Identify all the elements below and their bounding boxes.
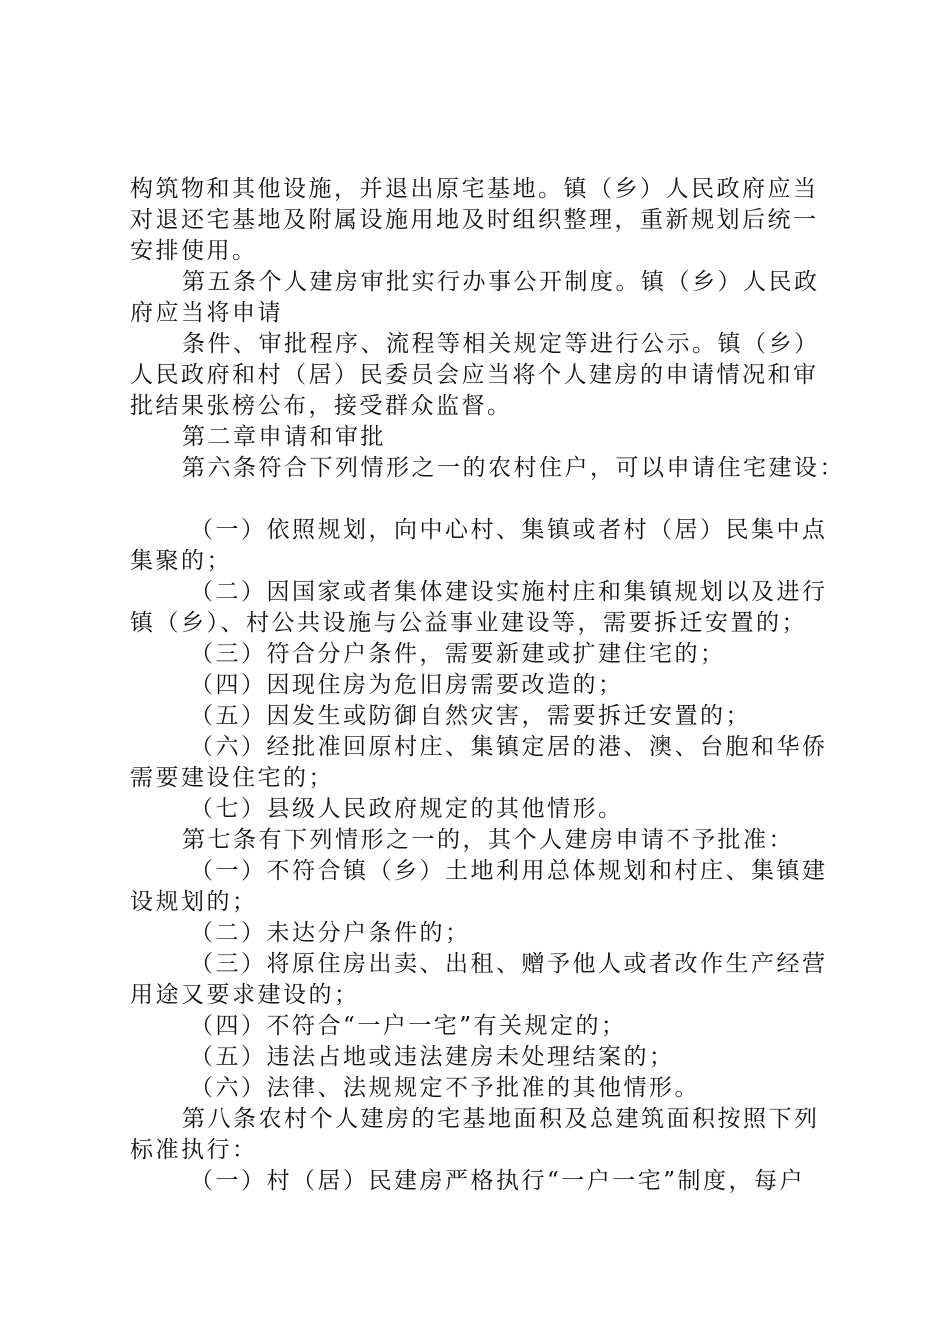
text-line: （三）符合分户条件，需要新建或扩建住宅的； <box>190 641 726 667</box>
text-line: 需要建设住宅的； <box>130 765 334 791</box>
text-line: 对退还宅基地及附属设施用地及时组织整理，重新规划后统一 <box>130 207 819 233</box>
text-line: 批结果张榜公布，接受群众监督。 <box>130 393 513 419</box>
text-line: 设规划的； <box>130 889 258 915</box>
text-line: 集聚的； <box>130 548 232 574</box>
text-line: 府应当将申请 <box>130 300 283 326</box>
text-line: （六）经批准回原村庄、集镇定居的港、澳、台胞和华侨 <box>190 734 828 760</box>
blank-line <box>130 484 830 515</box>
text-line: （六）法律、法规规定不予批准的其他情形。 <box>190 1075 700 1101</box>
text-line: 第六条符合下列情形之一的农村住户，可以申请住宅建设： <box>182 455 845 481</box>
text-line: （五）违法占地或违法建房未处理结案的； <box>190 1044 675 1070</box>
text-line: （二）未达分户条件的； <box>190 920 471 946</box>
text-line: 镇（乡）、村公共设施与公益事业建设等，需要拆迁安置的； <box>130 610 807 636</box>
text-line: 用途又要求建设的； <box>130 982 360 1008</box>
text-line: （四）因现住房为危旧房需要改造的； <box>190 672 624 698</box>
text-line: 第七条有下列情形之一的，其个人建房申请不予批准： <box>182 827 794 853</box>
text-line: 人民政府和村（居）民委员会应当将个人建房的申请情况和审 <box>130 362 819 388</box>
text-line: （一）村（居）民建房严格执行“一户一宅”制度，每户 <box>190 1168 806 1194</box>
text-line: （七）县级人民政府规定的其他情形。 <box>190 796 624 822</box>
text-line: 第五条个人建房审批实行办事公开制度。镇（乡）人民政 <box>182 269 820 295</box>
text-line: 安排使用。 <box>130 238 258 264</box>
text-line: 第二章申请和审批 <box>182 424 386 450</box>
text-line: （三）将原住房出卖、出租、赠予他人或者改作生产经营 <box>190 951 828 977</box>
text-line: （四）不符合“一户一宅”有关规定的； <box>190 1013 627 1039</box>
text-line: 条件、审批程序、流程等相关规定等进行公示。镇（乡） <box>182 331 820 357</box>
text-line: 标准执行： <box>130 1137 258 1163</box>
text-line: （一）依照规划，向中心村、集镇或者村（居）民集中点 <box>190 517 828 543</box>
text-line: 构筑物和其他设施，并退出原宅基地。镇（乡）人民政府应当 <box>130 176 819 202</box>
text-line: （五）因发生或防御自然灾害，需要拆迁安置的； <box>190 703 751 729</box>
text-line: （二）因国家或者集体建设实施村庄和集镇规划以及进行 <box>190 579 828 605</box>
document-body <box>130 174 845 1197</box>
text-line: （一）不符合镇（乡）土地利用总体规划和村庄、集镇建 <box>190 858 828 884</box>
text-line: 第八条农村个人建房的宅基地面积及总建筑面积按照下列 <box>182 1106 820 1132</box>
